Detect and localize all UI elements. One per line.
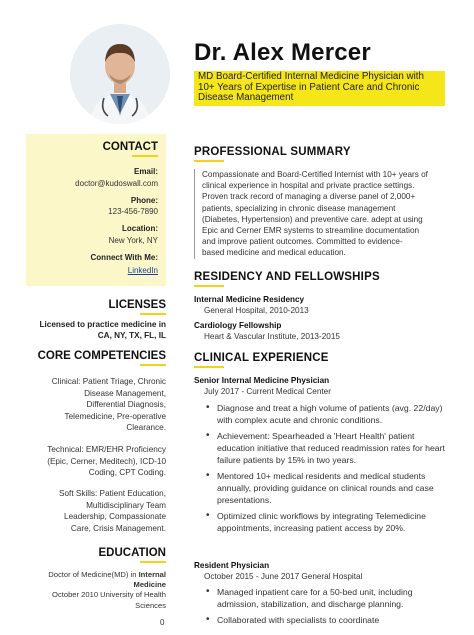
education-heading: EDUCATION (98, 547, 166, 563)
clinical-competencies (52, 376, 166, 434)
summary-line: patients, specializing in chronic disease management (202, 203, 396, 213)
profile-photo (70, 24, 170, 124)
connect-label: Connect With Me: (90, 253, 158, 262)
degree-field-line2: Medicine (133, 580, 166, 590)
fellowship-title: Cardiology Fellowship (194, 321, 282, 330)
residency-detail: General Hospital, 2010-2013 (204, 306, 309, 315)
licenses-text (40, 320, 167, 341)
competency-line: Disease Management, (84, 388, 166, 398)
fellowship-detail: Heart & Vascular Institute, 2013-2015 (204, 332, 340, 341)
degree-prefix: Doctor of Medicine(MD) in (48, 570, 137, 579)
competency-line: Telemedicine, Pre-operative (64, 411, 166, 421)
education-school-line2: Sciences (135, 600, 166, 610)
bullet-item: • Managed inpatient care for a 50-bed unit, including admission, stabilization, and discharge planning. (204, 586, 448, 610)
job2-title: Resident Physician (194, 561, 270, 570)
competency-line: Leadership, Compassionate (64, 512, 166, 522)
contact-section (26, 134, 166, 286)
location-value: New York, NY (108, 236, 158, 245)
competency-line: Differential Diagnosis, (86, 400, 166, 410)
competency-line: (Epic, Cerner, Meditech), ICD-10 (47, 456, 166, 466)
residency-title: Internal Medicine Residency (194, 295, 305, 304)
residency-heading: RESIDENCY AND FELLOWSHIPS (194, 271, 380, 287)
licenses-line: CA, NY, TX, FL, IL (97, 330, 166, 340)
candidate-name: Dr. Alex Mercer (194, 39, 371, 66)
competency-line: Care, Crisis Management. (70, 523, 166, 533)
licenses-heading: LICENSES (108, 299, 166, 315)
competency-line: Technical: EMR/EHR Proficiency (47, 445, 166, 454)
experience-heading: CLINICAL EXPERIENCE (194, 352, 329, 368)
competency-line: Soft Skills: Patient Education, (59, 489, 166, 498)
doctor-portrait-image (70, 24, 170, 124)
bullet-item: • Diagnose and treat a high volume of patients (avg. 22/day) with complex acute and chronic conditions. (204, 402, 448, 426)
summary-line: (Diabetes, Hypertension) and preventive care. adept at using (202, 214, 423, 224)
degree-field: Internal (138, 570, 166, 579)
location-label: Location: (122, 224, 158, 233)
job1-bullets (204, 402, 448, 538)
summary-line: Proven track record of managing a diverse panel of 2,000+ (202, 192, 416, 202)
email-value: doctor@kudoswall.com (75, 179, 158, 188)
education-entry (48, 570, 166, 611)
summary-line: and improve patient outcomes. Committed to evidence- (202, 237, 403, 247)
phone-value: 123-456-7890 (108, 207, 158, 216)
job2-detail: October 2015 - June 2017 General Hospital (204, 572, 363, 581)
summary-line: Compassionate and Board-Certified Internist with 10+ years of (202, 170, 428, 179)
page-number: 0 (160, 618, 165, 627)
competency-line: Coding, CPT Coding. (88, 468, 166, 478)
bullet-item: • Collaborated with specialists to coordinate (204, 614, 448, 626)
bullet-item: • Optimized clinic workflows by integrating Telemedicine appointments, increasing patient access by 20%. (204, 510, 448, 534)
education-degree-line (48, 570, 166, 580)
linkedin-link[interactable]: LinkedIn (127, 266, 158, 275)
summary-line: clinical experience in hospital and private practice settings. (202, 181, 415, 191)
contact-heading: CONTACT (103, 141, 158, 157)
competency-line: Clinical: Patient Triage, Chronic (51, 377, 166, 386)
licenses-line: Licensed to practice medicine in (39, 320, 166, 329)
competency-line: Clearance. (126, 423, 166, 433)
phone-label: Phone: (130, 196, 158, 205)
summary-line: Epic and Cerner EMR systems to streamline documentation (202, 226, 420, 236)
bullet-item: • Mentored 10+ medical residents and medical students annually, providing guidance on clinical rounds and case presentations. (204, 470, 448, 506)
education-dates-school: October 2010 University of Health (52, 590, 166, 600)
candidate-subtitle: MD Board-Certified Internal Medicine Physician with 10+ Years of Expertise in Patient Care and Chronic Disease Management (194, 71, 445, 106)
bullet-item: • Achievement: Spearheaded a 'Heart Health' patient education initiative that reduced readmission rates for heart failure patients by 15% in two years. (204, 430, 448, 466)
competency-line: Multidisciplinary Team (86, 500, 166, 510)
email-label: Email: (133, 167, 158, 176)
summary-text (194, 169, 444, 259)
job2-bullets (204, 586, 448, 630)
job1-title: Senior Internal Medicine Physician (194, 376, 330, 385)
summary-heading: PROFESSIONAL SUMMARY (194, 146, 351, 162)
competencies-heading: CORE COMPETENCIES (38, 350, 166, 366)
job1-detail: July 2017 - Current Medical Center (204, 387, 331, 396)
technical-competencies (47, 444, 166, 479)
soft-competencies (59, 488, 166, 534)
summary-line: based medicine and medical education. (202, 248, 346, 258)
